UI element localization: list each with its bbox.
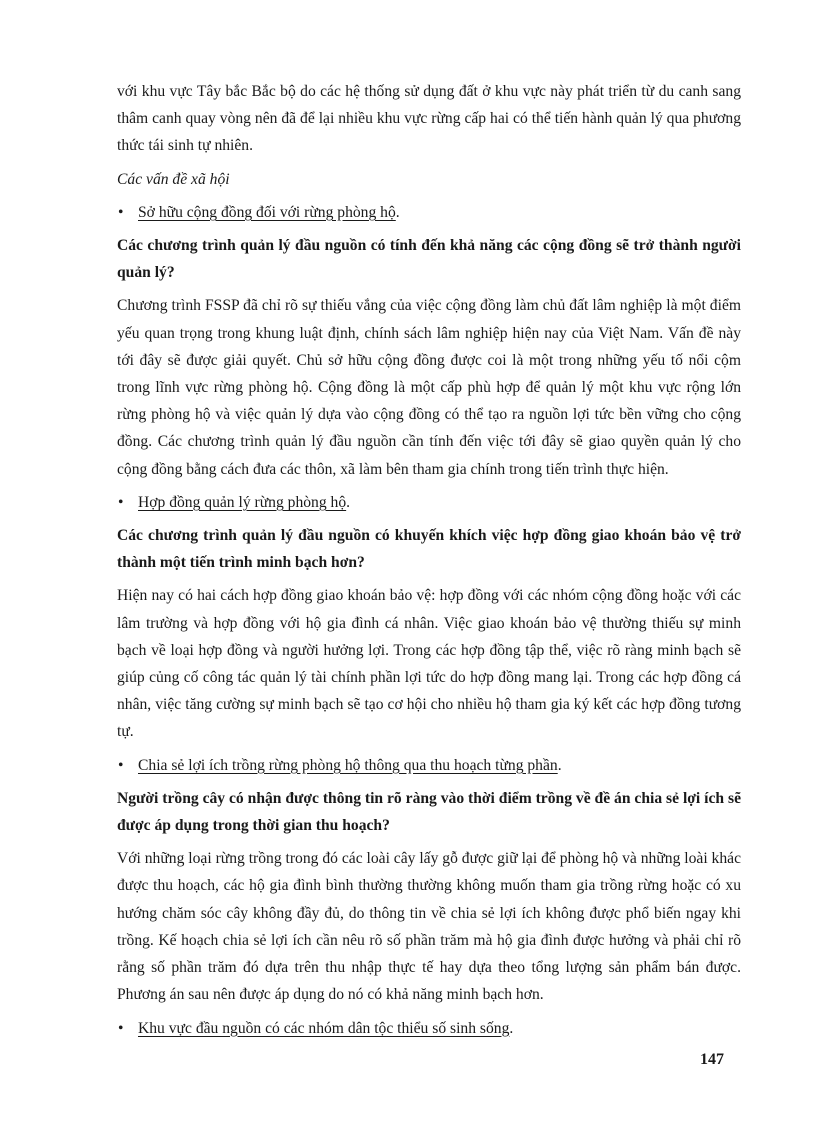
bullet-label: Sở hữu cộng đồng đối với rừng phòng hộ (138, 203, 396, 221)
bullet-item: • Sở hữu cộng đồng đối với rừng phòng hộ. (117, 199, 741, 226)
question-heading: Các chương trình quản lý đầu nguồn có khuyến khích việc hợp đồng giao khoán bảo vệ trở thành một tiến trình minh bạch hơn? (117, 527, 741, 572)
bullet-icon: • (118, 756, 124, 774)
page-number: 147 (700, 1051, 724, 1068)
body-paragraph: Chương trình FSSP đã chỉ rõ sự thiếu vắng của việc cộng đồng làm chủ đất lâm nghiệp là một điểm yếu quan trọng trong khung luật định, chính sách lâm nghiệp hiện nay của Việt Nam. Vấn đề này tới đây sẽ được giải quyết. Chủ sở hữu cộng đồng được coi là một trong những yếu tố nổi cộm trong lĩnh vực rừng phòng hộ. Cộng đồng là một cấp phù hợp để quản lý một khu vực rộng lớn rừng phòng hộ và việc quản lý dựa vào cộng đồng có thể tạo ra nguồn lợi tức bền vững cho cộng đồng. Các chương trình quản lý đầu nguồn cần tính đến việc tới đây sẽ giao quyền quản lý cho cộng đồng bằng cách đưa các thôn, xã làm bên tham gia chính trong tiến trình thực hiện. (117, 297, 741, 478)
bullet-label: Hợp đồng quản lý rừng phòng hộ (138, 493, 347, 511)
bullet-icon: • (118, 1019, 124, 1037)
body-paragraph: Hiện nay có hai cách hợp đồng giao khoán bảo vệ: hợp đồng với các nhóm cộng đồng hoặc với các lâm trường và hợp đồng với hộ gia đình cá nhân. Việc giao khoán bảo vệ thường thiếu sự minh bạch về loại hợp đồng và người hưởng lợi. Trong các hợp đồng tập thể, việc rõ ràng minh bạch sẽ giúp củng cố công tác quản lý tài chính phần lợi tức do hợp đồng mang lại. Trong các hợp đồng cá nhân, việc tăng cường sự minh bạch sẽ tạo cơ hội cho nhiều hộ tham gia ký kết các hợp đồng tương tự. (117, 587, 741, 741)
bullet-item: • Chia sẻ lợi ích trồng rừng phòng hộ thông qua thu hoạch từng phần. (117, 752, 741, 779)
section-heading-social: Các vấn đề xã hội (117, 170, 230, 188)
intro-paragraph: với khu vực Tây bắc Bắc bộ do các hệ thống sử dụng đất ở khu vực này phát triển từ du canh sang thâm canh quay vòng nên đã để lại nhiều khu vực rừng cấp hai có thể tiến hành quản lý qua phương thức tái sinh tự nhiên. (117, 83, 741, 155)
body-paragraph: Với những loại rừng trồng trong đó các loài cây lấy gỗ được giữ lại để phòng hộ và những loài khác được thu hoạch, các hộ gia đình bình thường thường không muốn tham gia trồng rừng hoặc có xu hướng chăm sóc cây không đầy đủ, do thông tin về chia sẻ lợi ích không được phổ biến ngay khi trồng. Kế hoạch chia sẻ lợi ích cần nêu rõ số phần trăm mà hộ gia đình được hưởng và phải chỉ rõ rằng số phần trăm đó dựa trên thu nhập thực tế hay dựa theo tổng lượng sản phẩm bán được. Phương án sau nên được áp dụng do nó có khả năng minh bạch hơn. (117, 850, 741, 1004)
bullet-icon: • (118, 203, 124, 221)
page-content (117, 78, 741, 1048)
bullet-label: Khu vực đầu nguồn có các nhóm dân tộc thiểu số sinh sống (138, 1019, 510, 1037)
bullet-item: • Khu vực đầu nguồn có các nhóm dân tộc thiểu số sinh sống. (117, 1015, 741, 1042)
question-heading: Các chương trình quản lý đầu nguồn có tính đến khả năng các cộng đồng sẽ trở thành người quản lý? (117, 237, 741, 282)
bullet-icon: • (118, 493, 124, 511)
bullet-label: Chia sẻ lợi ích trồng rừng phòng hộ thông qua thu hoạch từng phần (138, 756, 558, 774)
bullet-item: • Hợp đồng quản lý rừng phòng hộ. (117, 489, 741, 516)
question-heading: Người trồng cây có nhận được thông tin rõ ràng vào thời điểm trồng về đề án chia sẻ lợi ích sẽ được áp dụng trong thời gian thu hoạch? (117, 789, 741, 835)
